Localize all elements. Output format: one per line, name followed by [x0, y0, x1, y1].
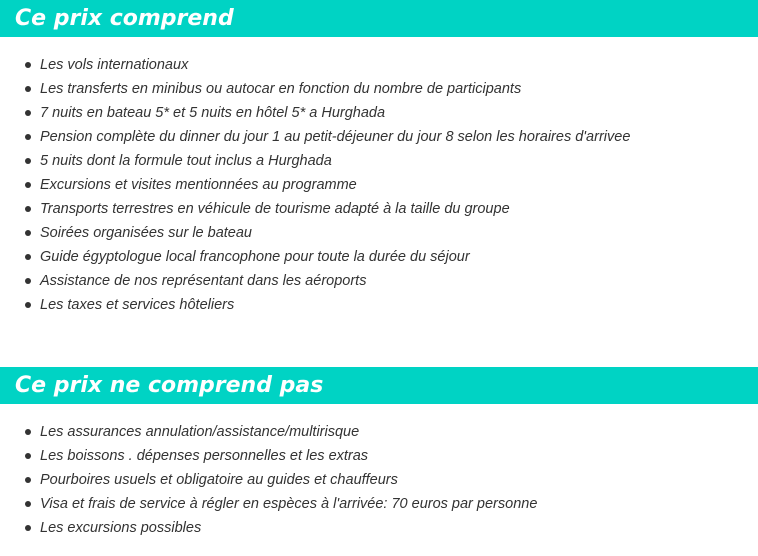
list-item-text: Les vols internationaux: [40, 57, 189, 73]
section-title-excluded: Ce prix ne comprend pas: [0, 367, 758, 404]
bullet-icon: [25, 302, 31, 308]
list-item: [0, 197, 630, 221]
list-item-text: Assistance de nos représentant dans les aéroports: [40, 273, 367, 289]
list-item: [0, 492, 537, 516]
list-item: [0, 149, 630, 173]
bullet-icon: [25, 158, 31, 164]
list-item-text: Guide égyptologue local francophone pour toute la durée du séjour: [40, 249, 470, 265]
list-item-text: Les transferts en minibus ou autocar en fonction du nombre de participants: [40, 81, 522, 97]
list-item: [0, 101, 630, 125]
bullet-icon: [25, 230, 31, 236]
list-item: [0, 516, 537, 540]
bullet-icon: [25, 206, 31, 212]
bullet-icon: [25, 110, 31, 116]
list-item-text: Visa et frais de service à régler en espèces à l'arrivée: 70 euros par personne: [40, 496, 538, 512]
list-item-text: Les boissons . dépenses personnelles et les extras: [40, 448, 369, 464]
bullet-icon: [25, 134, 31, 140]
list-item: [0, 125, 630, 149]
bullet-icon: [25, 278, 31, 284]
list-item-text: 7 nuits en bateau 5* et 5 nuits en hôtel 5* a Hurghada: [40, 105, 386, 121]
bullet-icon: [25, 501, 31, 507]
bullet-icon: [25, 86, 31, 92]
list-item: [0, 245, 630, 269]
bullet-icon: [25, 182, 31, 188]
list-item: [0, 221, 630, 245]
excluded-list: [0, 420, 537, 540]
list-item-text: Soirées organisées sur le bateau: [40, 225, 252, 241]
list-item: [0, 420, 537, 444]
list-item: [0, 444, 537, 468]
list-item-text: Excursions et visites mentionnées au programme: [40, 177, 357, 193]
list-item: [0, 77, 630, 101]
bullet-icon: [25, 453, 31, 459]
list-item: [0, 269, 630, 293]
list-item-text: Pension complète du dinner du jour 1 au petit-déjeuner du jour 8 selon les horaires d'arrivee: [40, 129, 631, 145]
bullet-icon: [25, 429, 31, 435]
list-item: [0, 173, 630, 197]
bullet-icon: [25, 254, 31, 260]
list-item-text: Les excursions possibles: [40, 520, 202, 536]
list-item: [0, 293, 630, 317]
section-title-included: Ce prix comprend: [0, 0, 758, 37]
list-item-text: 5 nuits dont la formule tout inclus a Hurghada: [40, 153, 332, 169]
bullet-icon: [25, 62, 31, 68]
bullet-icon: [25, 525, 31, 531]
list-item: [0, 468, 537, 492]
bullet-icon: [25, 477, 31, 483]
list-item-text: Transports terrestres en véhicule de tourisme adapté à la taille du groupe: [40, 201, 510, 217]
list-item: [0, 53, 630, 77]
list-item-text: Pourboires usuels et obligatoire au guides et chauffeurs: [40, 472, 398, 488]
list-item-text: Les assurances annulation/assistance/multirisque: [40, 424, 360, 440]
list-item-text: Les taxes et services hôteliers: [40, 297, 235, 313]
included-list: [0, 53, 630, 317]
